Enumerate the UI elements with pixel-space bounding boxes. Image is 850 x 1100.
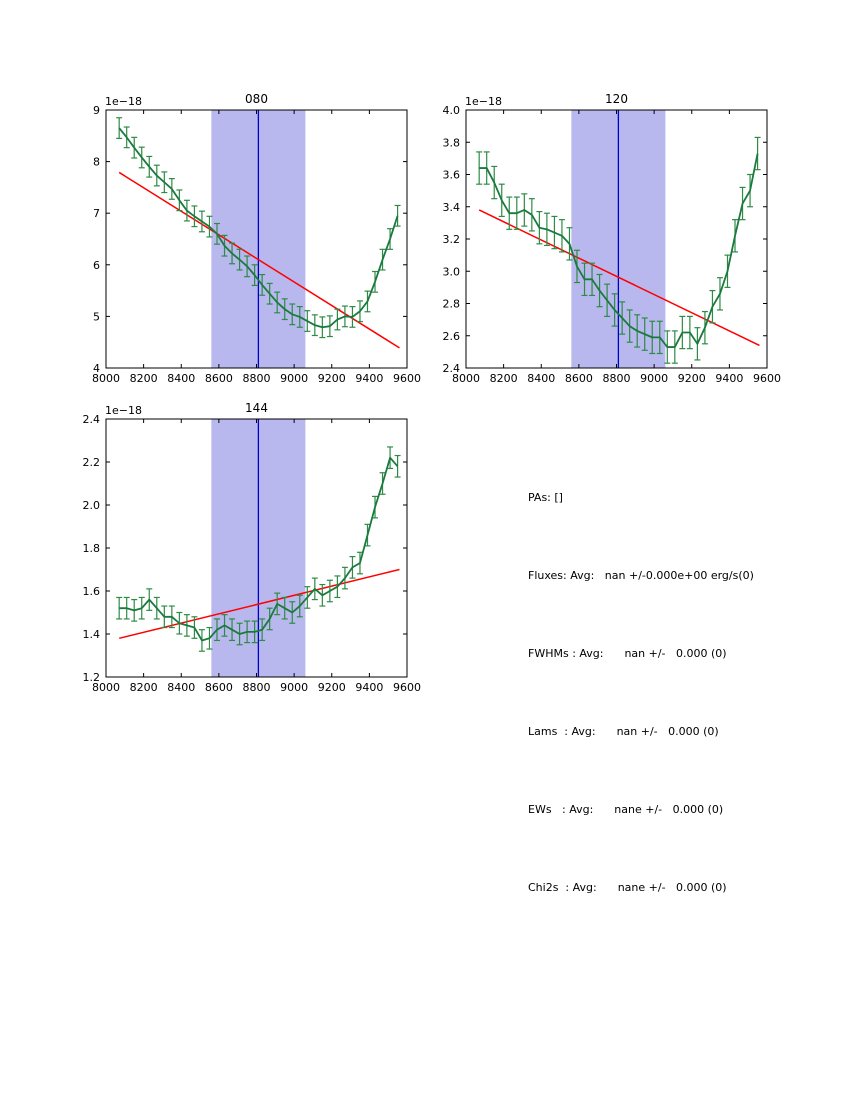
- x-tick-label: 8800: [242, 681, 271, 694]
- x-tick-label: 9400: [355, 372, 384, 385]
- y-tick-label: 9: [93, 104, 100, 117]
- x-tick-label: 9000: [280, 372, 309, 385]
- y-tick-label: 1.6: [82, 585, 100, 598]
- stats-line-fwhms: FWHMs : Avg: nan +/- 0.000 (0): [528, 647, 727, 660]
- y-tick-label: 2.0: [82, 499, 100, 512]
- chart-080: [92, 92, 421, 385]
- y-tick-label: 3.8: [442, 136, 460, 150]
- x-tick-label: 8000: [452, 372, 480, 385]
- axis-offset-label: 1e−18: [465, 95, 502, 108]
- chart-title: 144: [245, 401, 268, 415]
- y-tick-label: 2.6: [442, 329, 460, 343]
- x-tick-label: 8400: [167, 372, 196, 385]
- stats-line-ews: EWs : Avg: nane +/- 0.000 (0): [528, 803, 724, 816]
- stats-panel: [528, 433, 754, 953]
- y-tick-label: 3.6: [442, 168, 460, 182]
- stats-line-chi2s: Chi2s : Avg: nane +/- 0.000 (0): [528, 881, 727, 894]
- x-tick-label: 8400: [527, 372, 556, 385]
- y-tick-label: 3.4: [442, 200, 460, 214]
- x-tick-label: 8200: [129, 372, 158, 385]
- y-tick-label: 3.0: [442, 265, 460, 279]
- chart-144: [83, 401, 422, 694]
- x-tick-label: 9200: [677, 372, 706, 385]
- chart-title: 120: [605, 92, 628, 106]
- x-tick-label: 8600: [204, 372, 233, 385]
- y-tick-label: 5: [93, 310, 100, 324]
- y-tick-label: 3.2: [442, 233, 460, 246]
- x-tick-label: 8800: [242, 372, 271, 385]
- y-tick-label: 1.4: [82, 628, 100, 641]
- x-tick-label: 8200: [129, 681, 158, 694]
- y-tick-label: 2.4: [82, 413, 100, 426]
- chart-title: 080: [245, 92, 268, 106]
- x-tick-label: 8000: [92, 372, 120, 385]
- stats-line-pas: PAs: []: [528, 491, 563, 504]
- x-tick-label: 8800: [602, 372, 631, 385]
- x-tick-label: 8200: [489, 372, 518, 385]
- x-tick-label: 8000: [92, 681, 120, 694]
- y-tick-label: 4: [93, 362, 100, 375]
- y-tick-label: 2.8: [442, 297, 460, 311]
- x-tick-label: 8400: [167, 681, 196, 694]
- axis-offset-label: 1e−18: [105, 404, 142, 417]
- x-tick-label: 9400: [355, 681, 384, 694]
- y-tick-label: 6: [93, 258, 100, 272]
- stats-line-fluxes: Fluxes: Avg: nan +/-0.000e+00 erg/s(0): [528, 569, 754, 582]
- y-tick-label: 1.2: [82, 671, 100, 684]
- x-tick-label: 9000: [280, 681, 309, 694]
- axis-offset-label: 1e−18: [105, 95, 142, 108]
- x-tick-label: 9600: [753, 372, 781, 385]
- x-tick-label: 8600: [204, 681, 233, 694]
- x-tick-label: 9400: [715, 372, 744, 385]
- y-tick-label: 2.4: [442, 362, 460, 375]
- stats-line-lams: Lams : Avg: nan +/- 0.000 (0): [528, 725, 719, 738]
- y-tick-label: 2.2: [82, 456, 100, 469]
- y-tick-label: 1.8: [82, 542, 100, 555]
- x-tick-label: 9200: [317, 681, 346, 694]
- x-tick-label: 9200: [317, 372, 346, 385]
- x-tick-label: 9600: [393, 681, 421, 694]
- y-tick-label: 4.0: [442, 104, 460, 117]
- y-tick-label: 7: [93, 207, 100, 221]
- x-tick-label: 8600: [564, 372, 593, 385]
- y-tick-label: 8: [93, 155, 100, 169]
- x-tick-label: 9000: [640, 372, 669, 385]
- chart-120: [443, 92, 782, 385]
- x-tick-label: 9600: [393, 372, 421, 385]
